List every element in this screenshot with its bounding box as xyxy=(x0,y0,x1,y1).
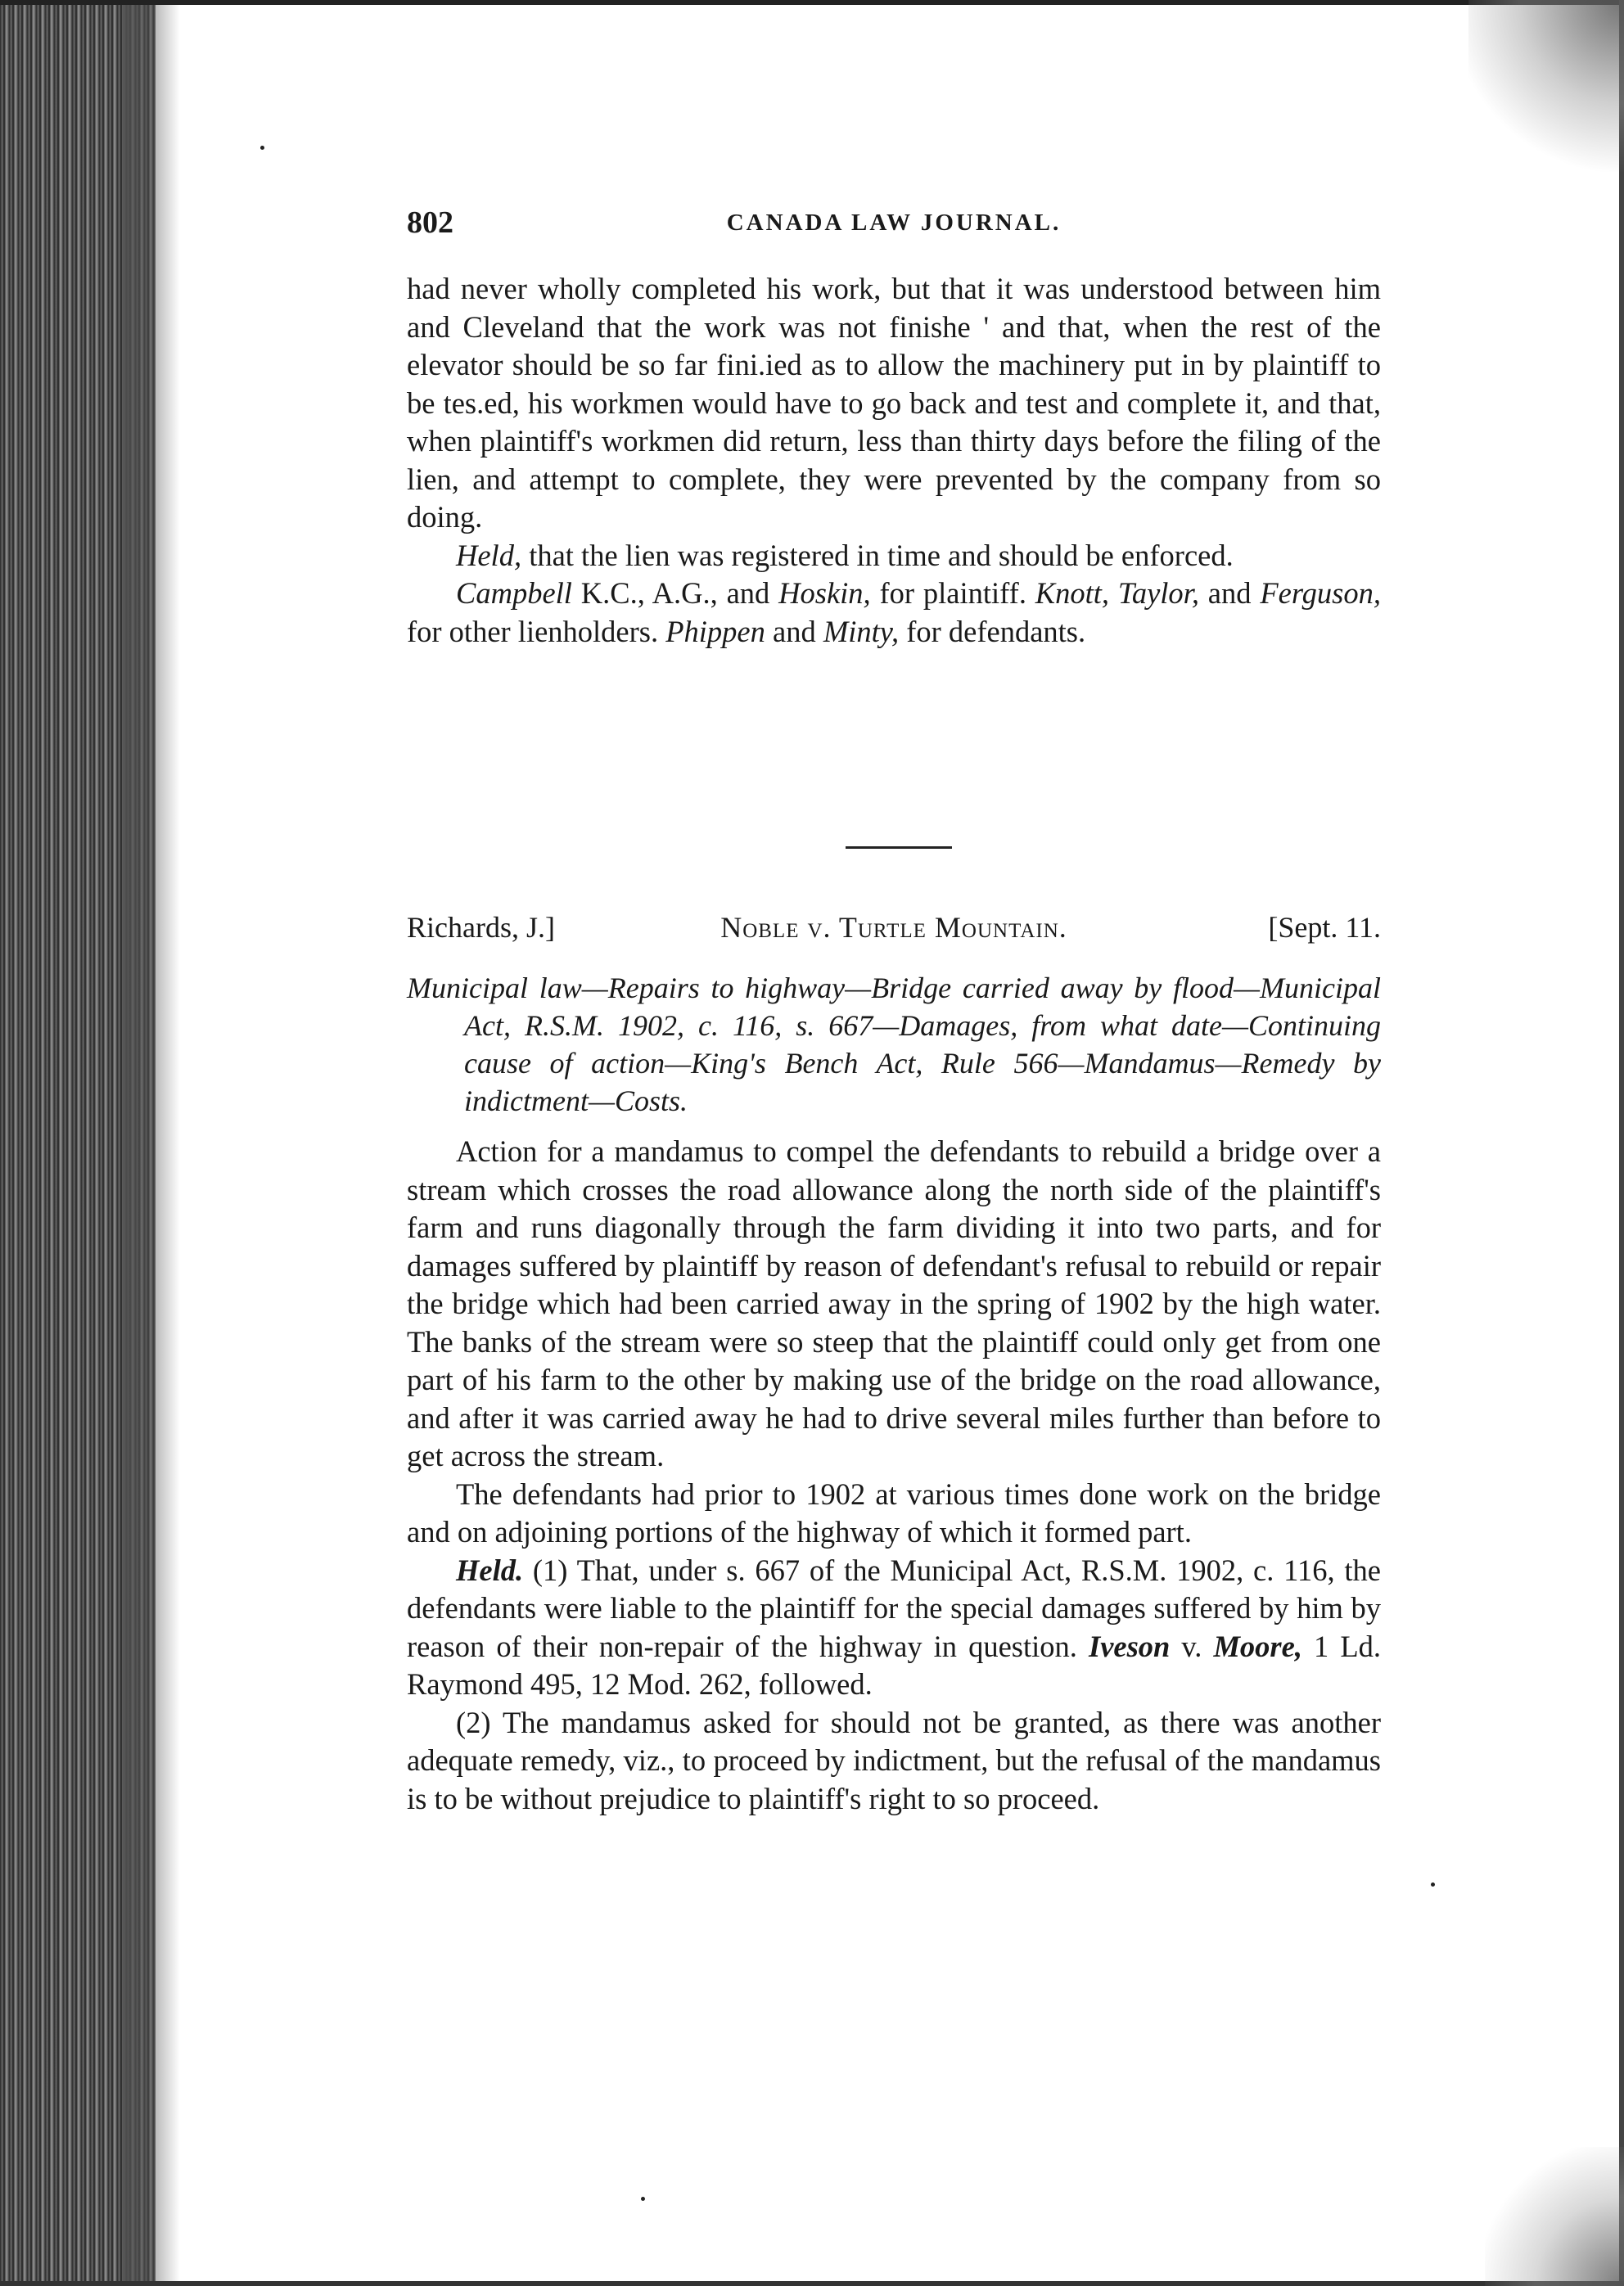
running-title: CANADA LAW JOURNAL. xyxy=(726,210,1062,236)
scan-edge-top xyxy=(0,0,1624,5)
counsel-text: K.C., A.G., and xyxy=(571,576,779,610)
case-citation-party: Iveson xyxy=(1088,1629,1171,1663)
case-continuation xyxy=(407,270,1381,651)
counsel-text: and xyxy=(1198,576,1261,610)
scan-edge-bottom xyxy=(0,2281,1624,2286)
scan-edge-right xyxy=(1619,0,1624,2286)
scan-corner-bottom-right xyxy=(1485,2147,1624,2286)
case-date: [Sept. 11. xyxy=(1268,911,1381,944)
scan-corner-top-right xyxy=(1468,0,1624,172)
scan-speck xyxy=(260,146,264,150)
scan-speck xyxy=(641,2197,645,2201)
page-header xyxy=(407,205,1381,242)
counsel-text: for defendants. xyxy=(899,614,1086,648)
case-report xyxy=(407,1133,1381,1818)
body-paragraph: The defendants had prior to 1902 at various times done work on the bridge and on adjoining portions of the highway of which it formed part. xyxy=(407,1477,1381,1549)
case-heading xyxy=(407,910,1381,948)
held-paragraph xyxy=(407,537,1381,575)
scan-edge-shadow xyxy=(123,0,180,2286)
held-text: that the lien was registered in time and should be enforced. xyxy=(521,538,1234,572)
case-citation-rest: 1 Ld. Raymond 495, 12 Mod. 262, followed. xyxy=(407,1629,1381,1701)
counsel-text: for plaintiff. xyxy=(870,576,1035,610)
held-label: Held. xyxy=(456,1553,524,1587)
counsel-name: Phippen xyxy=(665,614,765,648)
case-name: Noble v. Turtle Mountain. xyxy=(720,911,1067,944)
counsel-text: for other lienholders. xyxy=(407,614,666,648)
counsel-name: Hoskin, xyxy=(778,576,871,610)
section-divider xyxy=(846,846,952,849)
body-paragraph: (2) The mandamus asked for should not be granted, as there was another adequate remedy, viz., to proceed by indictment, but the refusal of the mandamus is to be without prejudice to plaintiff's right to so proceed. xyxy=(407,1705,1381,1815)
counsel-text: and xyxy=(765,614,823,648)
counsel-name: Ferguson, xyxy=(1260,576,1382,610)
headnote-text: Municipal law—Repairs to highway—Bridge carried away by flood—Municipal Act, R.S.M. 1902, c. 116, s. 667—Damages, from what date—Continuing cause of action—King's Bench Act, Rule 566—Mandamus—Remedy by indictment—Costs. xyxy=(407,972,1381,1117)
scan-speck xyxy=(1431,1882,1435,1887)
judge-name: Richards, J.] xyxy=(407,911,555,944)
counsel-name: Campbell xyxy=(456,576,572,610)
counsel-paragraph xyxy=(407,575,1381,651)
body-paragraph: Action for a mandamus to compel the defendants to rebuild a bridge over a stream which crosses the road allowance along the north side of the plaintiff's farm and runs diagonally through the farm dividing it into two parts, and for damages suffered by plaintiff by reason of defendant's refusal to rebuild or repair the bridge which had been carried away in the spring of 1902 by the high water. The banks of the stream were so steep that the plaintiff could only get from one part of his farm to the other by making use of the bridge on the road allowance, and after it was carried away he had to drive several miles further than before to get across the stream. xyxy=(407,1134,1381,1472)
held-label: Held, xyxy=(456,538,522,572)
page-number: 802 xyxy=(407,205,453,240)
held-text: (1) That, under s. 667 of the Municipal Act, R.S.M. 1902, c. 116, the defendants were liable to the plaintiff for the special damages suffered by him by reason of their non-repair of the highway in question. xyxy=(407,1553,1381,1663)
held-paragraph xyxy=(407,1552,1381,1704)
case-citation-party: Moore, xyxy=(1213,1629,1302,1663)
headnote xyxy=(407,969,1381,1120)
counsel-name: Knott, Taylor, xyxy=(1035,576,1199,610)
counsel-name: Minty, xyxy=(823,614,900,648)
case-citation-v: v. xyxy=(1170,1629,1214,1663)
body-paragraph: had never wholly completed his work, but that it was understood between him and Cleveland that the work was not finishe ' and that, when the rest of the elevator should be so far fini.ied as to allow the machinery put in by plaintiff to be tes.ed, his workmen would have to go back and test and complete it, and that, when plaintiff's workmen did return, less than thirty days before the filing of the lien, and attempt to complete, they were prevented by the company from so doing. xyxy=(407,272,1381,534)
